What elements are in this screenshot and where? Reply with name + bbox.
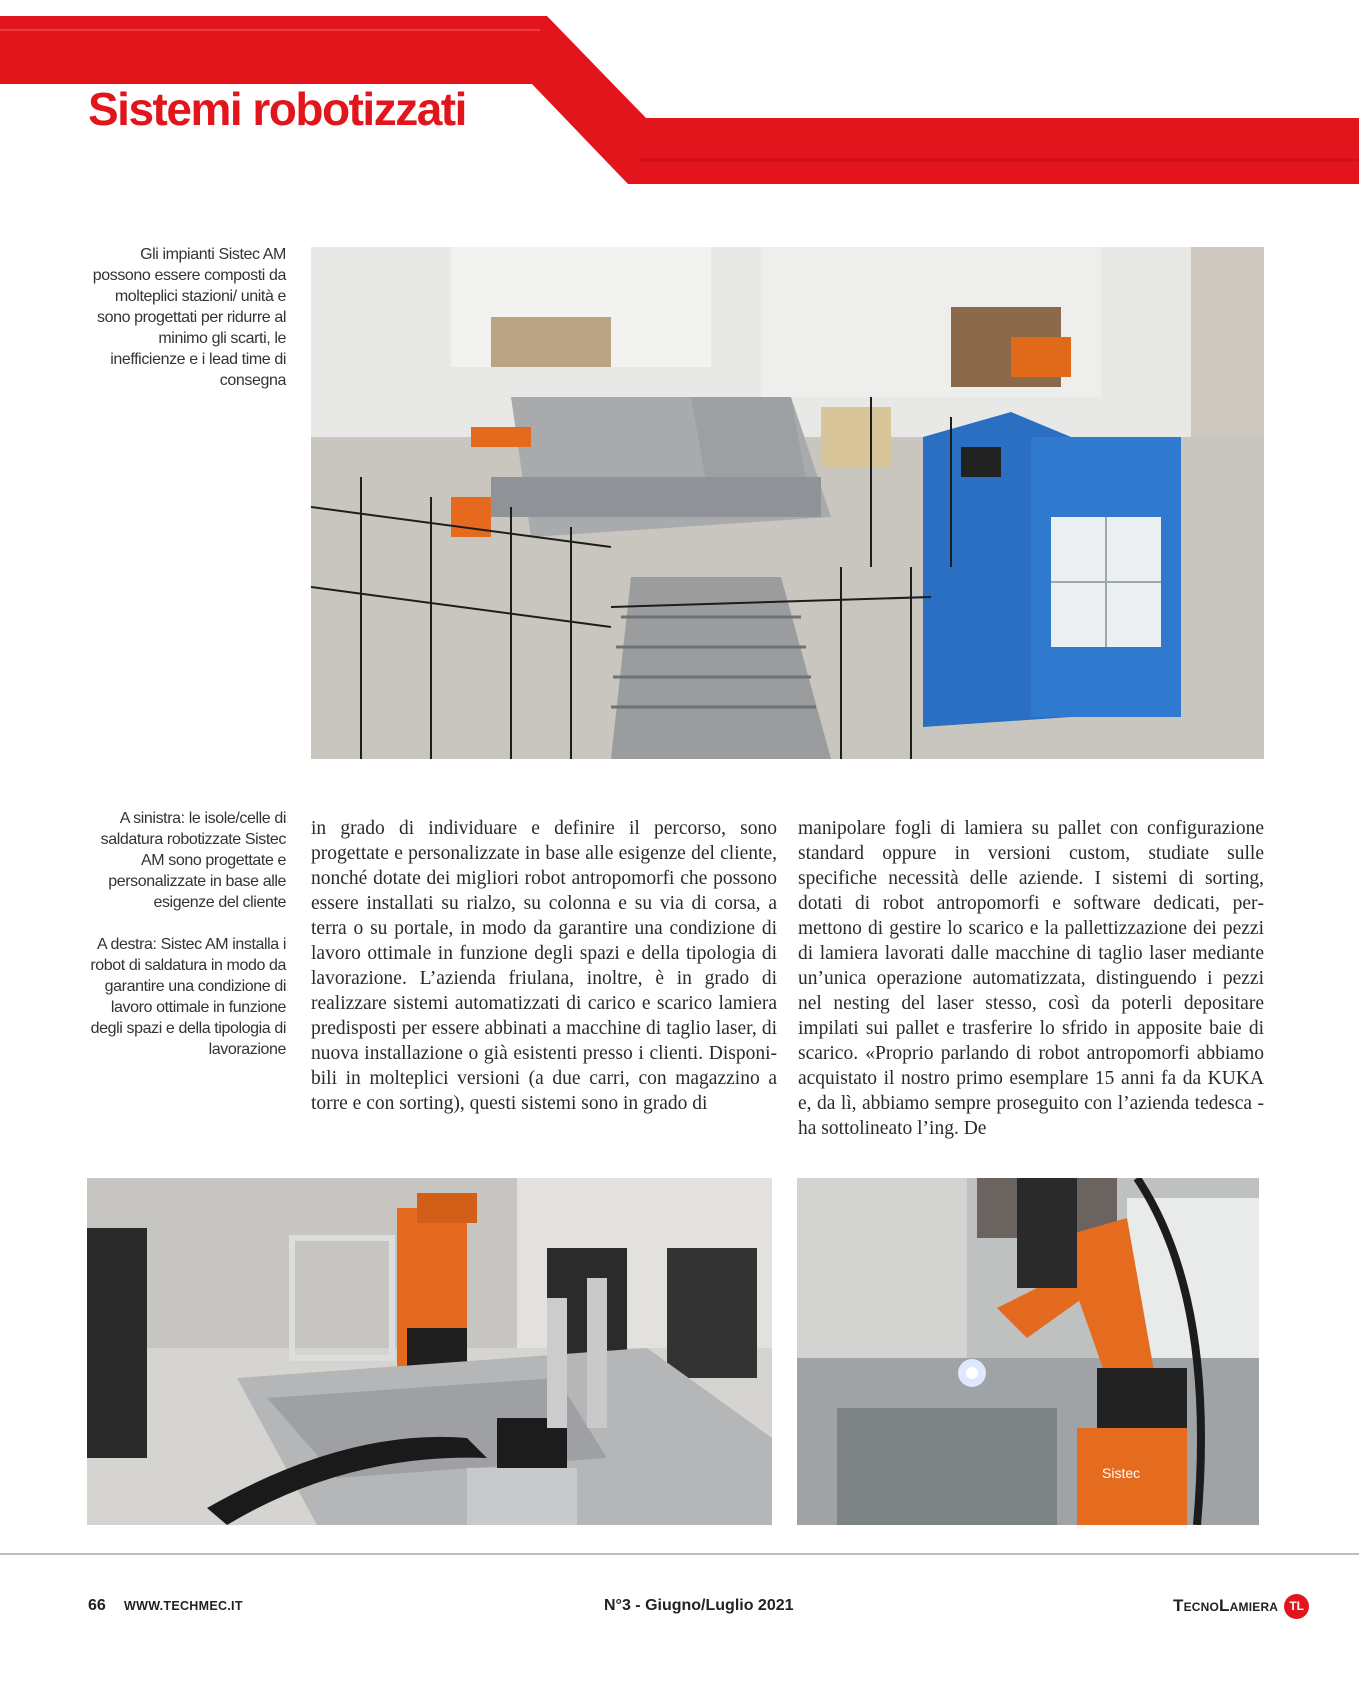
sistec-label: Sistec	[1102, 1465, 1141, 1481]
website-link[interactable]: WWW.TECHMEC.IT	[124, 1599, 243, 1613]
brand-name: TecnoLamiera	[1173, 1596, 1279, 1615]
body-column-1: in grado di individuare e definire il percorso, sono progettate e personalizzate in base alle esigenze del cliente, nonché dotate dei migliori robot antropomorfi che possono essere installati su rialzo, su colonna e su via di corsa, a terra o su portale, in modo da garantire una condizione di lavoro ottimale in funzione degli spazi e della tipologia di lavorazione. L’azienda friulana, inoltre, è in grado di realizzare sistemi automatizzati di carico e scarico lamiera predisposti per essere abbinati a macchine di taglio laser, di nuova installazione o già esistenti presso i clienti. Disponibili in molteplici versioni (a due carri, con magazzino a torre e con sorting), questi sistemi sono in grado di	[311, 818, 777, 1114]
left-photo-caption: A sinistra: le isole/celle di saldatura robotizzate Sistec AM sono progettate e personalizzate in base alle esigenze del cliente	[100, 810, 286, 911]
body-column-2: manipolare fogli di lamiera su pallet con configurazione standard oppure in versioni custom, studiate sulle specifiche necessità delle aziende. I sistemi di sorting, dotati di robot antropomorfi e software dedicati, permettono di gestire lo scarico e la pallettizzazione dei pezzi di lamiera lavorati dalle macchine di taglio laser mediante un’unica operazione automatizzata, distinguendo i pezzi nel nesting del laser stesso, così da poterli depositare impilati sui pallet e trasferire lo sfrido in apposite baie di scarico. «Proprio parlando di robot antropomorfi abbiamo acquistato il nostro primo esemplare 15 anni fa da KUKA e, da lì, abbiamo sempre proseguito con l’azienda tedesca - ha sottolineato l’ing. De	[798, 818, 1264, 1139]
top-photo-caption	[90, 244, 286, 391]
top-caption-text: Gli impianti Sistec AM possono essere composti da molteplici stazioni/ unità e sono progettati per ridurre al minimo gli scarti, le inefficienze e i lead time di consegna	[92, 246, 286, 389]
issue-info: N°3 - Giugno/Luglio 2021	[604, 1597, 794, 1614]
welding-robot-photo	[797, 1178, 1259, 1525]
brand-mark	[1173, 1593, 1309, 1619]
footer-rule	[0, 1553, 1359, 1555]
page-title: Sistemi robotizzati	[88, 83, 466, 135]
bottom-photos-caption	[90, 808, 286, 1060]
tl-logo-icon: TL	[1284, 1594, 1309, 1619]
page-number: 66	[88, 1597, 106, 1614]
welding-cell-photo	[87, 1178, 772, 1525]
right-photo-caption: A destra: Sistec AM installa i robot di saldatura in modo da garantire una condizione di lavoro ottimale in funzione degli spazi e della tipologia di lavorazione	[90, 936, 286, 1058]
robotic-plant-photo	[311, 247, 1264, 759]
